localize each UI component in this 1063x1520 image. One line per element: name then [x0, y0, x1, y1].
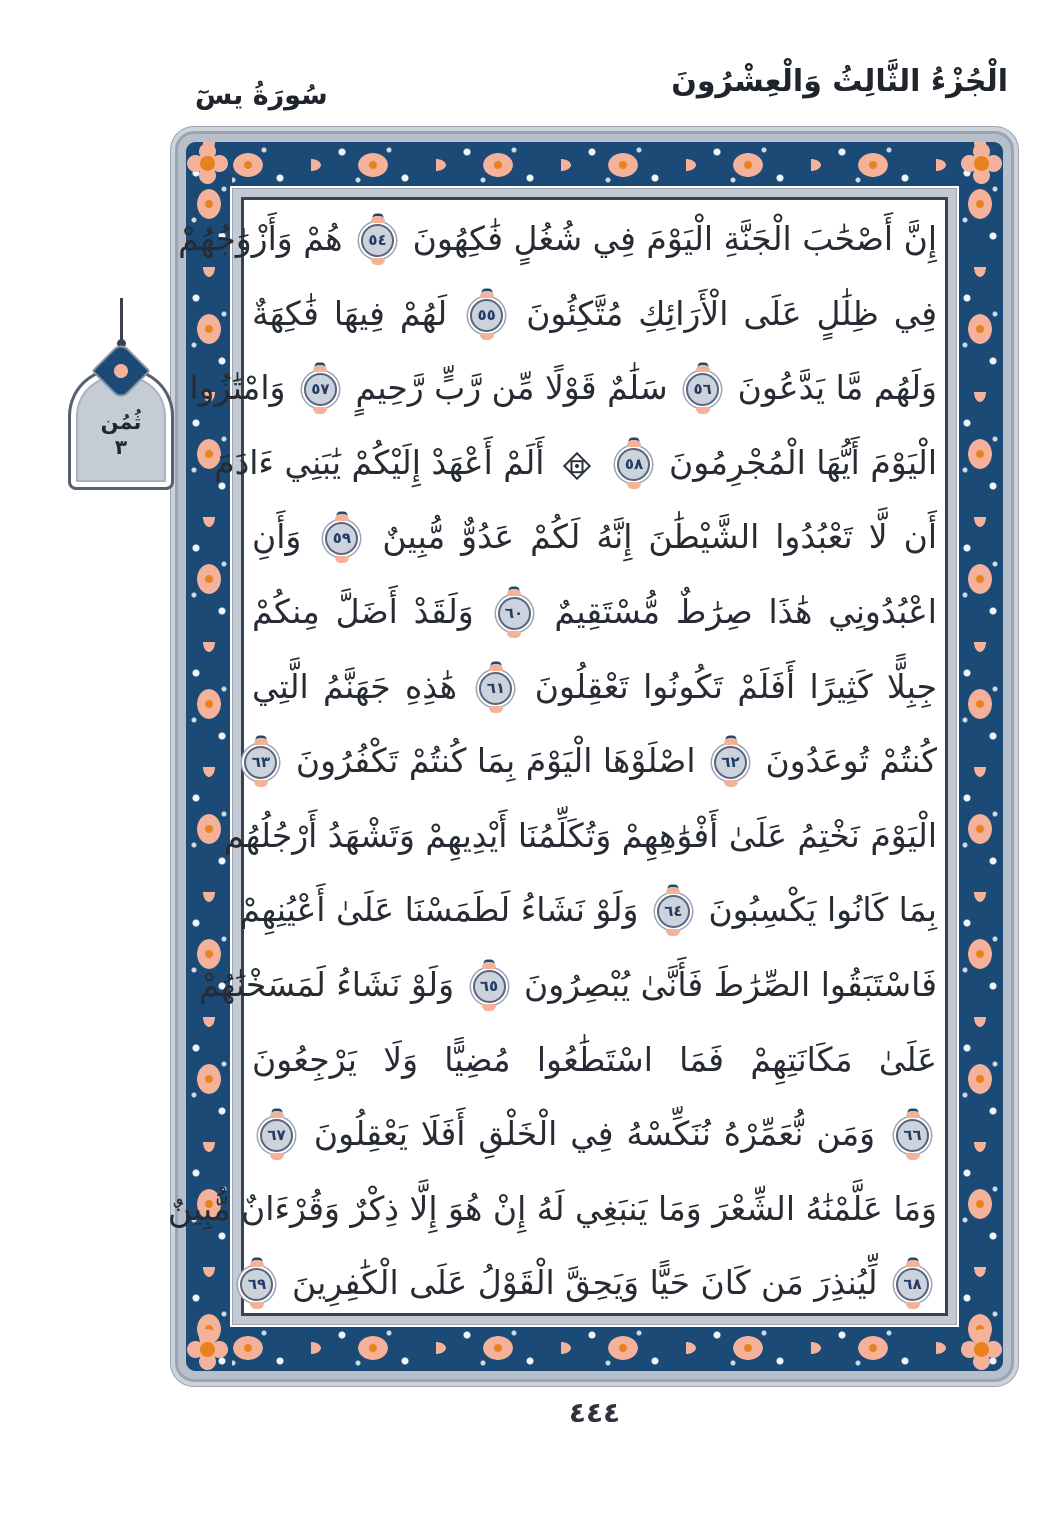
quran-text-segment: اعْبُدُونِي هَٰذَا صِرَٰطٌ مُّسْتَقِيمٌ [554, 591, 937, 631]
quran-line [214, 426, 937, 501]
quran-line [178, 202, 937, 277]
ornamental-border-frame [167, 134, 1011, 1379]
corner-flower-icon [974, 156, 989, 171]
quran-text-segment: إِنَّ أَصْحَٰبَ الْجَنَّةِ الْيَوْمَ فِي شُغُلٍ فَٰكِهُونَ [412, 219, 937, 258]
ayah-marker-icon: ٦٠ [498, 597, 531, 630]
quran-line [223, 799, 937, 874]
border-band-top [186, 142, 1003, 188]
quran-text-segment: وَلَوْ نَشَاءُ لَمَسَخْنَٰهُمْ [198, 964, 454, 1004]
quran-text-segment: وَلَوْ نَشَاءُ لَطَمَسْنَا عَلَىٰ أَعْيُنِهِمْ [239, 890, 639, 930]
quran-line [198, 948, 937, 1023]
ayah-marker-icon: ٦٨ [896, 1268, 929, 1301]
quran-line [252, 575, 937, 650]
corner-flower-icon [200, 1342, 215, 1357]
quran-text-segment: بِمَا كَانُوا يَكْسِبُونَ [708, 890, 937, 930]
ayah-marker-icon: ٦٧ [260, 1119, 293, 1152]
quran-line [189, 351, 937, 426]
ayah-marker-icon: ٦١ [479, 672, 512, 705]
ayah-marker-icon: ٦٣ [244, 746, 277, 779]
ayah-marker-icon: ٦٩ [240, 1268, 273, 1301]
ayah-marker-icon: ٥٧ [304, 373, 337, 406]
text-field-rule [167, 197, 948, 1316]
quran-text-segment: الْيَوْمَ نَخْتِمُ عَلَىٰ أَفْوَٰهِهِمْ وَتُكَلِّمُنَا أَيْدِيهِمْ وَتَشْهَدُ أَرْجُلُهُم [223, 815, 937, 855]
quran-line [252, 1097, 937, 1172]
ayah-marker-icon: ٥٩ [325, 522, 358, 555]
quran-text-segment: هَٰذِهِ جَهَنَّمُ الَّتِي [252, 666, 457, 706]
quran-line [252, 1023, 937, 1098]
thumn-number: ٣ [114, 435, 128, 460]
quran-text-segment: جِبِلًّا كَثِيرًا أَفَلَمْ تَكُونُوا تَعْقِلُونَ [534, 666, 937, 706]
quran-text-segment: سَلَٰمٌ قَوْلًا مِّن رَّبٍّ رَّحِيمٍ [355, 368, 668, 408]
quran-text-segment: أَلَمْ أَعْهَدْ إِلَيْكُمْ يَٰبَنِي ءَادَمَ [214, 442, 545, 482]
quran-text-segment: لِّيُنذِرَ مَن كَانَ حَيًّا وَيَحِقَّ الْقَوْلُ عَلَى الْكَٰفِرِينَ [291, 1263, 878, 1303]
quran-text-segment: هُمْ وَأَزْوَٰجُهُمْ [178, 219, 343, 258]
quran-line [247, 1246, 937, 1321]
quran-text-segment: وَأَنِ [252, 517, 302, 557]
border-band-bottom [186, 1325, 1003, 1371]
quran-text-block [167, 202, 937, 1311]
rub-el-hizb-icon [563, 452, 591, 480]
ayah-marker-icon: ٦٤ [657, 895, 690, 928]
ayah-marker-icon: ٦٦ [896, 1119, 929, 1152]
quran-text-segment: وَمَا عَلَّمْنَٰهُ الشِّعْرَ وَمَا يَنبَغِي لَهُ إِنْ هُوَ إِلَّا ذِكْرٌ وَقُرْءَانٌ مُّبِينٌ [167, 1188, 937, 1228]
corner-flower-icon [974, 1342, 989, 1357]
corner-flower-icon [200, 156, 215, 171]
hizb-eighth-margin-marker [68, 298, 174, 490]
quran-line [252, 277, 937, 352]
quran-text-segment: أَن لَّا تَعْبُدُوا الشَّيْطَٰنَ إِنَّهُ لَكُمْ عَدُوٌّ مُّبِينٌ [382, 517, 937, 557]
quran-text-segment: وَامْتَٰزُوا [189, 368, 286, 408]
quran-text-segment: وَلَهُم مَّا يَدَّعُونَ [737, 368, 937, 408]
quran-text-segment: لَهُمْ فِيهَا فَٰكِهَةٌ [252, 293, 448, 333]
marker-antenna-line [120, 298, 123, 340]
quran-line [252, 500, 937, 575]
ayah-marker-icon: ٦٢ [714, 746, 747, 779]
quran-text-segment: الْيَوْمَ أَيُّهَا الْمُجْرِمُونَ [668, 442, 937, 482]
ayah-marker-icon: ٦٥ [473, 970, 506, 1003]
inner-border-band [167, 186, 959, 1327]
ayah-marker-icon: ٥٤ [361, 224, 394, 257]
surah-title: سُورَةُ يسٓ [195, 80, 328, 111]
quran-line [167, 1172, 937, 1247]
quran-text-segment: وَمَن نُّعَمِّرْهُ نُنَكِّسْهُ فِي الْخَلْقِ أَفَلَا يَعْقِلُونَ [313, 1114, 876, 1154]
page-number: ٤٤٤ [568, 1396, 621, 1429]
quran-text-segment: اصْلَوْهَا الْيَوْمَ بِمَا كُنتُمْ تَكْفُرُونَ [295, 741, 696, 781]
border-band-right [957, 142, 1003, 1371]
ayah-marker-icon: ٥٨ [617, 448, 650, 481]
quran-line [252, 650, 937, 725]
quran-text-segment: فَاسْتَبَقُوا الصِّرَٰطَ فَأَنَّىٰ يُبْصِرُونَ [524, 964, 937, 1004]
quran-text-segment: عَلَىٰ مَكَانَتِهِمْ فَمَا اسْتَطَٰعُوا مُضِيًّا وَلَا يَرْجِعُونَ [252, 1039, 937, 1079]
quran-text-segment: وَلَقَدْ أَضَلَّ مِنكُمْ [252, 591, 474, 631]
ayah-marker-icon: ٥٦ [686, 373, 719, 406]
thumn-label: ثُمُن [100, 410, 142, 434]
quran-line [252, 724, 937, 799]
quran-text-segment: فِي ظِلَٰلٍ عَلَى الْأَرَائِكِ مُتَّكِئُونَ [526, 293, 937, 333]
quran-line [239, 873, 937, 948]
ayah-marker-icon: ٥٥ [470, 299, 503, 332]
quran-text-segment: كُنتُمْ تُوعَدُونَ [765, 741, 937, 781]
juz-title: الْجُزْءُ الثَّالِثُ وَالْعِشْرُونَ [671, 64, 1008, 99]
